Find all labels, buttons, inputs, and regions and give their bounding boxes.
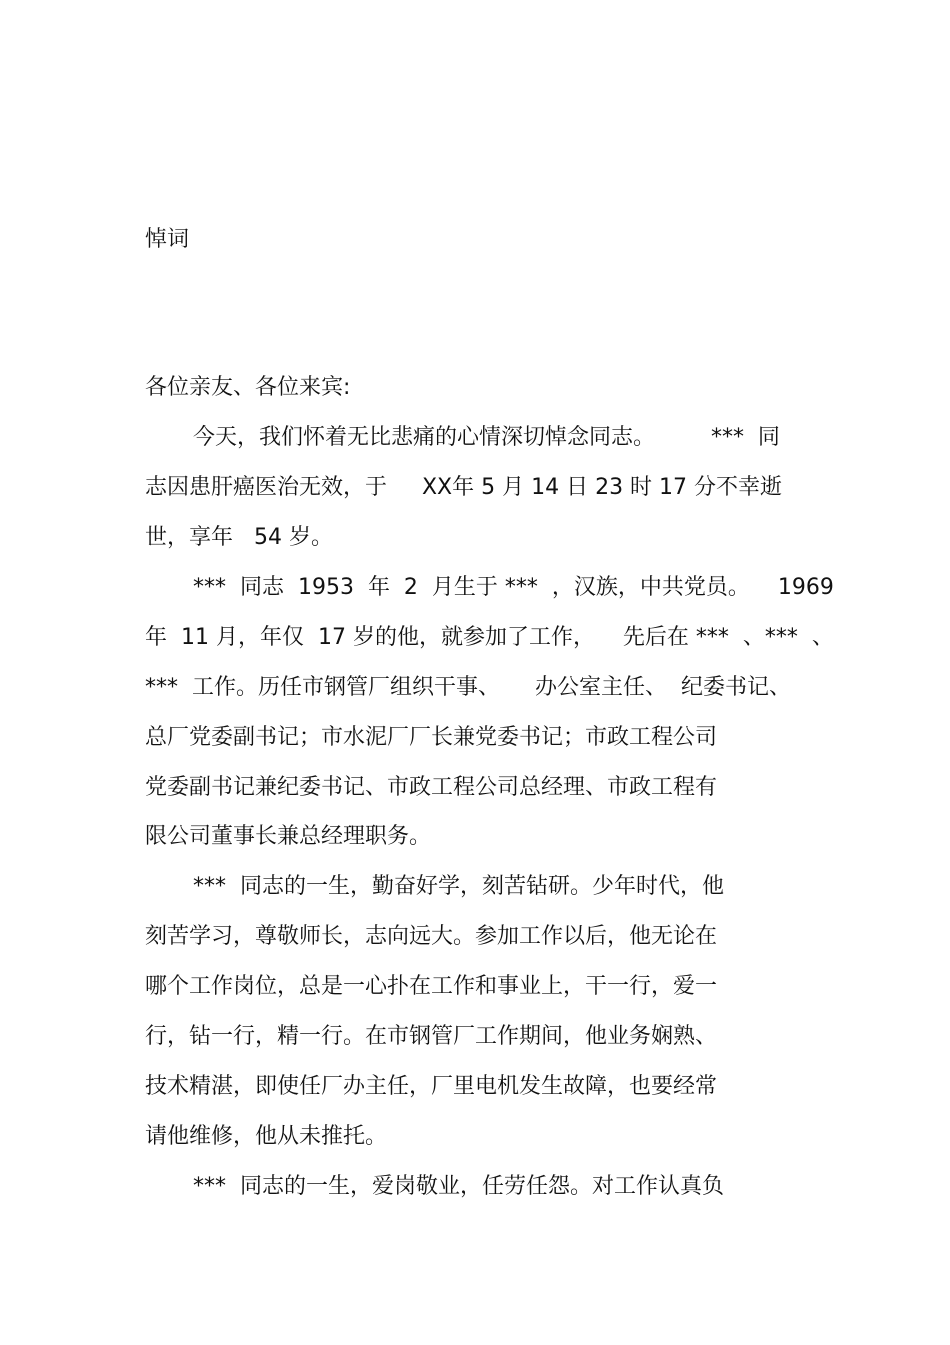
paragraph-line: 年 11 月，年仅 17 岁的他，就参加了工作， 先后在 *** 、*** 、 <box>145 625 834 650</box>
paragraph-line: 刻苦学习，尊敬师长，志向远大。参加工作以后，他无论在 <box>145 924 718 949</box>
paragraph-line: 技术精湛，即使任厂办主任，厂里电机发生故障，也要经常 <box>145 1074 718 1099</box>
paragraph-line: *** 同志的一生，爱岗敬业，任劳任怨。对工作认真负 <box>193 1174 724 1199</box>
paragraph-line: 请他维修，他从未推托。 <box>145 1124 388 1149</box>
paragraph-line: 志因患肝癌医治无效，于 XX年 5 月 14 日 23 时 17 分不幸逝 <box>145 475 783 500</box>
paragraph-line: 行，钻一行，精一行。在市钢管厂工作期间，他业务娴熟、 <box>145 1024 718 1049</box>
paragraph-line: 今天，我们怀着无比悲痛的心情深切悼念同志。 *** 同 <box>193 425 780 450</box>
paragraph-line: *** 同志的一生，勤奋好学，刻苦钻研。少年时代，他 <box>193 874 724 899</box>
document-title: 悼词 <box>145 227 190 252</box>
paragraph-line: *** 工作。历任市钢管厂组织干事、 办公室主任、 纪委书记、 <box>145 675 791 700</box>
paragraph-line: 总厂党委副书记；市水泥厂厂长兼党委书记；市政工程公司 <box>145 725 718 750</box>
salutation: 各位亲友、各位来宾: <box>145 375 351 400</box>
paragraph-line: 世，享年 54 岁。 <box>145 525 333 550</box>
paragraph-line: *** 同志 1953 年 2 月生于 *** ，汉族，中共党员。 1969 <box>193 575 834 600</box>
paragraph-line: 哪个工作岗位，总是一心扑在工作和事业上，干一行，爱一 <box>145 974 718 999</box>
paragraph-line: 限公司董事长兼总经理职务。 <box>145 824 432 849</box>
paragraph-line: 党委副书记兼纪委书记、市政工程公司总经理、市政工程有 <box>145 775 718 800</box>
